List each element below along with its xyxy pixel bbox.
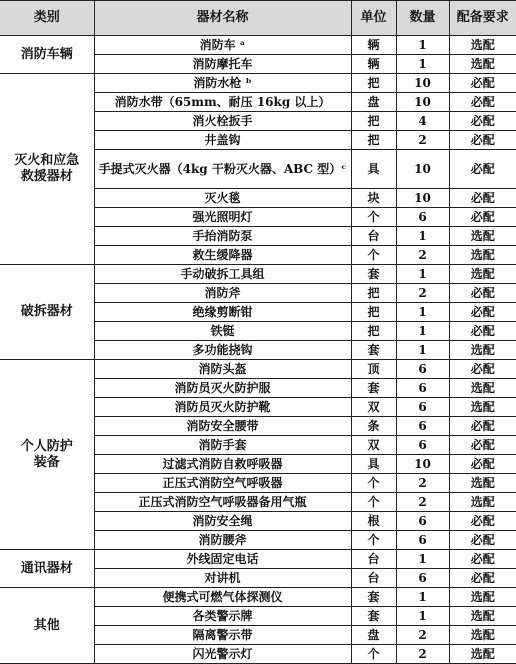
unit-cell: 套 xyxy=(351,607,396,626)
requirement-cell: 必配 xyxy=(449,131,516,150)
quantity-cell: 6 xyxy=(396,512,449,531)
requirement-cell: 必配 xyxy=(449,360,516,379)
unit-cell: 套 xyxy=(351,341,396,360)
header-category: 类别 xyxy=(0,1,94,36)
item-name-cell: 各类警示牌 xyxy=(94,607,351,626)
item-name-cell: 多功能挠钩 xyxy=(94,341,351,360)
requirement-cell: 选配 xyxy=(449,227,516,246)
table-body xyxy=(0,36,516,664)
unit-cell: 把 xyxy=(351,284,396,303)
item-name-cell: 消防头盔 xyxy=(94,360,351,379)
quantity-cell: 2 xyxy=(396,284,449,303)
requirement-cell: 选配 xyxy=(449,588,516,607)
item-name-cell: 外线固定电话 xyxy=(94,550,351,569)
requirement-cell: 选配 xyxy=(449,626,516,645)
unit-cell: 把 xyxy=(351,131,396,150)
requirement-cell: 必配 xyxy=(449,417,516,436)
unit-cell: 把 xyxy=(351,112,396,131)
item-name-cell: 消防手套 xyxy=(94,436,351,455)
requirement-cell: 必配 xyxy=(449,208,516,227)
requirement-cell: 必配 xyxy=(449,189,516,208)
requirement-cell: 必配 xyxy=(449,531,516,550)
item-name-cell: 正压式消防空气呼吸器备用气瓶 xyxy=(94,493,351,512)
quantity-cell: 1 xyxy=(396,322,449,341)
unit-cell: 套 xyxy=(351,588,396,607)
quantity-cell: 1 xyxy=(396,341,449,360)
item-name-cell: 闪光警示灯 xyxy=(94,645,351,664)
requirement-cell: 必配 xyxy=(449,322,516,341)
quantity-cell: 6 xyxy=(396,417,449,436)
category-cell: 灭火和应急 救援器材 xyxy=(0,74,94,265)
unit-cell: 个 xyxy=(351,493,396,512)
item-name-cell: 消防员灭火防护靴 xyxy=(94,398,351,417)
requirement-cell: 必配 xyxy=(449,150,516,189)
quantity-cell: 6 xyxy=(396,379,449,398)
quantity-cell: 4 xyxy=(396,112,449,131)
unit-cell: 套 xyxy=(351,379,396,398)
requirement-cell: 必配 xyxy=(449,512,516,531)
item-name-cell: 井盖钩 xyxy=(94,131,351,150)
item-name-cell: 救生缓降器 xyxy=(94,246,351,265)
item-name-cell: 绝缘剪断钳 xyxy=(94,303,351,322)
table-row xyxy=(0,588,516,607)
unit-cell: 个 xyxy=(351,246,396,265)
item-name-cell: 正压式消防空气呼吸器 xyxy=(94,474,351,493)
requirement-cell: 选配 xyxy=(449,36,516,55)
item-name-cell: 消防腰斧 xyxy=(94,531,351,550)
requirement-cell: 必配 xyxy=(449,74,516,93)
header-requirement: 配备要求 xyxy=(449,1,516,36)
requirement-cell: 选配 xyxy=(449,379,516,398)
requirement-cell: 选配 xyxy=(449,493,516,512)
table-row xyxy=(0,550,516,569)
unit-cell: 个 xyxy=(351,474,396,493)
quantity-cell: 1 xyxy=(396,303,449,322)
requirement-cell: 选配 xyxy=(449,341,516,360)
requirement-cell: 选配 xyxy=(449,474,516,493)
item-name-cell: 强光照明灯 xyxy=(94,208,351,227)
quantity-cell: 10 xyxy=(396,150,449,189)
quantity-cell: 2 xyxy=(396,246,449,265)
unit-cell: 双 xyxy=(351,436,396,455)
quantity-cell: 1 xyxy=(396,607,449,626)
item-name-cell: 对讲机 xyxy=(94,569,351,588)
quantity-cell: 1 xyxy=(396,550,449,569)
item-name-cell: 手动破拆工具组 xyxy=(94,265,351,284)
quantity-cell: 10 xyxy=(396,189,449,208)
unit-cell: 根 xyxy=(351,512,396,531)
item-name-cell: 消防安全绳 xyxy=(94,512,351,531)
requirement-cell: 必配 xyxy=(449,93,516,112)
unit-cell: 把 xyxy=(351,303,396,322)
item-name-cell: 消火栓扳手 xyxy=(94,112,351,131)
quantity-cell: 6 xyxy=(396,398,449,417)
unit-cell: 台 xyxy=(351,227,396,246)
requirement-cell: 必配 xyxy=(449,569,516,588)
quantity-cell: 10 xyxy=(396,74,449,93)
unit-cell: 台 xyxy=(351,569,396,588)
quantity-cell: 2 xyxy=(396,493,449,512)
unit-cell: 个 xyxy=(351,531,396,550)
unit-cell: 具 xyxy=(351,150,396,189)
unit-cell: 把 xyxy=(351,322,396,341)
unit-cell: 把 xyxy=(351,74,396,93)
category-cell: 个人防护 装备 xyxy=(0,360,94,550)
unit-cell: 辆 xyxy=(351,36,396,55)
unit-cell: 个 xyxy=(351,645,396,664)
item-name-cell: 过滤式消防自救呼吸器 xyxy=(94,455,351,474)
quantity-cell: 1 xyxy=(396,36,449,55)
item-name-cell: 消防安全腰带 xyxy=(94,417,351,436)
quantity-cell: 10 xyxy=(396,455,449,474)
unit-cell: 顶 xyxy=(351,360,396,379)
item-name-cell: 消防员灭火防护服 xyxy=(94,379,351,398)
header-unit: 单位 xyxy=(351,1,396,36)
requirement-cell: 必配 xyxy=(449,112,516,131)
requirement-cell: 选配 xyxy=(449,265,516,284)
table-row xyxy=(0,36,516,55)
quantity-cell: 6 xyxy=(396,208,449,227)
item-name-cell: 消防车 ᵃ xyxy=(94,36,351,55)
unit-cell: 套 xyxy=(351,265,396,284)
item-name-cell: 隔离警示带 xyxy=(94,626,351,645)
unit-cell: 块 xyxy=(351,189,396,208)
requirement-cell: 选配 xyxy=(449,398,516,417)
header-qty: 数量 xyxy=(396,1,449,36)
quantity-cell: 6 xyxy=(396,569,449,588)
quantity-cell: 2 xyxy=(396,645,449,664)
item-name-cell: 消防摩托车 xyxy=(94,55,351,74)
quantity-cell: 2 xyxy=(396,474,449,493)
item-name-cell: 消防水枪 ᵇ xyxy=(94,74,351,93)
category-cell: 其他 xyxy=(0,588,94,664)
item-name-cell: 手提式灭火器（4kg 干粉灭火器、ABC 型）ᶜ xyxy=(94,150,351,189)
item-name-cell: 消防水带（65mm、耐压 16kg 以上） xyxy=(94,93,351,112)
quantity-cell: 6 xyxy=(396,360,449,379)
requirement-cell: 必配 xyxy=(449,550,516,569)
unit-cell: 条 xyxy=(351,417,396,436)
header-name: 器材名称 xyxy=(94,1,351,36)
quantity-cell: 2 xyxy=(396,626,449,645)
table-row xyxy=(0,360,516,379)
item-name-cell: 便携式可燃气体探测仪 xyxy=(94,588,351,607)
requirement-cell: 必配 xyxy=(449,303,516,322)
unit-cell: 盘 xyxy=(351,626,396,645)
quantity-cell: 1 xyxy=(396,265,449,284)
quantity-cell: 1 xyxy=(396,55,449,74)
unit-cell: 具 xyxy=(351,455,396,474)
requirement-cell: 选配 xyxy=(449,55,516,74)
table-row xyxy=(0,74,516,93)
requirement-cell: 必配 xyxy=(449,436,516,455)
item-name-cell: 灭火毯 xyxy=(94,189,351,208)
unit-cell: 盘 xyxy=(351,93,396,112)
unit-cell: 辆 xyxy=(351,55,396,74)
quantity-cell: 10 xyxy=(396,93,449,112)
header-row xyxy=(0,1,516,36)
quantity-cell: 6 xyxy=(396,436,449,455)
requirement-cell: 必配 xyxy=(449,455,516,474)
requirement-cell: 必配 xyxy=(449,284,516,303)
unit-cell: 个 xyxy=(351,208,396,227)
unit-cell: 台 xyxy=(351,550,396,569)
table-row xyxy=(0,265,516,284)
item-name-cell: 手抬消防泵 xyxy=(94,227,351,246)
category-cell: 通讯器材 xyxy=(0,550,94,588)
requirement-cell: 选配 xyxy=(449,607,516,626)
quantity-cell: 6 xyxy=(396,531,449,550)
quantity-cell: 1 xyxy=(396,588,449,607)
quantity-cell: 2 xyxy=(396,131,449,150)
category-cell: 破拆器材 xyxy=(0,265,94,360)
item-name-cell: 消防斧 xyxy=(94,284,351,303)
item-name-cell: 铁铤 xyxy=(94,322,351,341)
category-cell: 消防车辆 xyxy=(0,36,94,74)
requirement-cell: 选配 xyxy=(449,645,516,664)
quantity-cell: 1 xyxy=(396,227,449,246)
requirement-cell: 选配 xyxy=(449,246,516,265)
unit-cell: 双 xyxy=(351,398,396,417)
